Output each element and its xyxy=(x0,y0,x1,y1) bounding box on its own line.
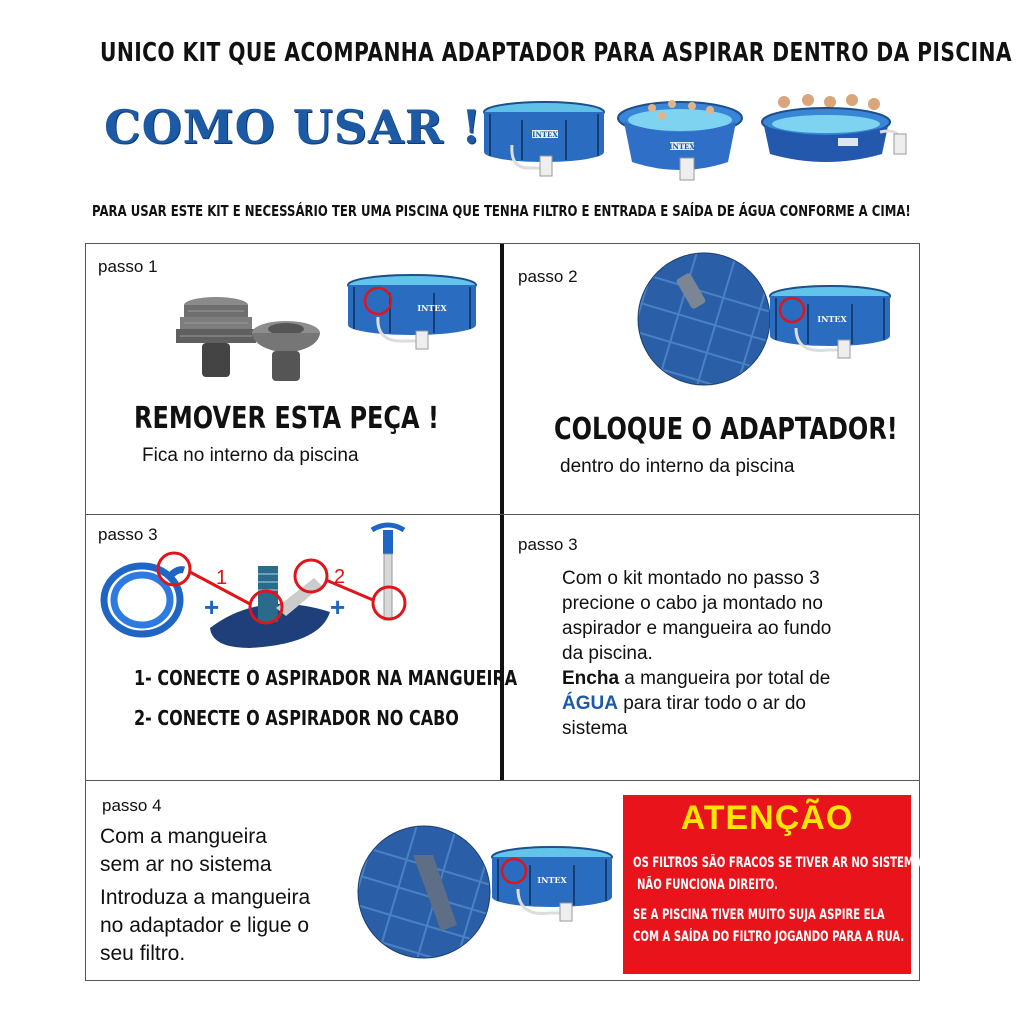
pool-brand-text: INTEX xyxy=(817,314,847,324)
step4-text-b: Introduza a mangueira no adaptador e ligue o seu filtro. xyxy=(100,886,311,965)
pool-image-step1 xyxy=(346,273,486,353)
attention-box xyxy=(623,795,922,974)
step2-heading: COLOQUE O ADAPTADOR! xyxy=(554,412,898,447)
step2-label: passo 2 xyxy=(518,267,578,286)
hose-icon xyxy=(104,566,184,634)
attention-text-2: NÃO FUNCIONA DIREITO. xyxy=(637,877,778,893)
pool-image-people xyxy=(760,88,910,170)
connector-number-2: 2 xyxy=(334,566,346,588)
attention-text-4: COM A SAÍDA DO FILTRO JOGANDO PARA A RUA. xyxy=(633,929,905,945)
step4-text-a: Com a mangueira sem ar no sistema xyxy=(100,825,272,876)
agua-bold: ÁGUA xyxy=(562,693,618,714)
pool-underwater-hose-detail xyxy=(357,825,491,959)
pole-icon xyxy=(372,525,404,620)
page-title: UNICO KIT QUE ACOMPANHA ADAPTADOR PARA ASPIRAR DENTRO DA PISCINA xyxy=(100,38,1012,68)
step2-caption: dentro do interno da piscina xyxy=(560,456,795,477)
grid-divider-row1 xyxy=(86,514,919,515)
como-usar-heading: COMO USAR ! xyxy=(104,100,483,154)
step3b-label: passo 3 xyxy=(518,535,578,554)
plus-sign-2: + xyxy=(330,592,346,622)
pool-brand-text: INTEX xyxy=(532,130,558,139)
step3b-text: Com o kit montado no passo 3 precione o cabo ja montado no aspirador e mangueira ao fundo da piscina. Encha a mangueira por total de ÁGUA para tirar todo o ar do sistema xyxy=(562,568,832,739)
step4-label: passo 4 xyxy=(102,796,162,815)
step3-label: passo 3 xyxy=(98,525,158,544)
pool-image-frame xyxy=(482,100,612,180)
attention-text-3: SE A PISCINA TIVER MUITO SUJA ASPIRE ELA xyxy=(633,907,885,923)
grid-divider-row2 xyxy=(86,780,919,781)
pool-brand-text: INTEX xyxy=(669,142,695,151)
encha-bold: Encha xyxy=(562,668,620,689)
pool-brand-text: INTEX xyxy=(417,303,447,313)
grid-divider-vertical xyxy=(500,244,504,780)
step3-instruction-2: 2- CONECTE O ASPIRADOR NO CABO xyxy=(134,706,459,730)
pool-brand-text: INTEX xyxy=(537,875,567,885)
pool-underwater-detail xyxy=(637,252,771,386)
pool-image-step2 xyxy=(768,284,898,360)
pool-image-step4 xyxy=(490,845,616,925)
step3-instruction-1: 1- CONECTE O ASPIRADOR NA MANGUEIRA xyxy=(134,666,518,690)
attention-heading: ATENÇÃO xyxy=(680,799,854,837)
step1-label: passo 1 xyxy=(98,257,158,276)
step1-heading: REMOVER ESTA PEÇA ! xyxy=(134,401,439,436)
step1-caption: Fica no interno da piscina xyxy=(142,445,359,466)
vacuum-head-icon xyxy=(210,566,330,648)
requirement-subtitle: PARA USAR ESTE KIT E NECESSÁRIO TER UMA PISCINA QUE TENHA FILTRO E ENTRADA E SAÍDA DE ÁGUA CONFORME A CIMA! xyxy=(92,202,911,220)
connector-number-1: 1 xyxy=(216,567,228,589)
adapter-part-icon xyxy=(248,315,328,385)
hose-assembly-diagram xyxy=(100,520,420,670)
plus-sign-1: + xyxy=(204,592,220,622)
pool-image-inflatable xyxy=(614,92,746,184)
attention-text-1: OS FILTROS SÃO FRACOS SE TIVER AR NO SISTEMA xyxy=(633,855,922,871)
